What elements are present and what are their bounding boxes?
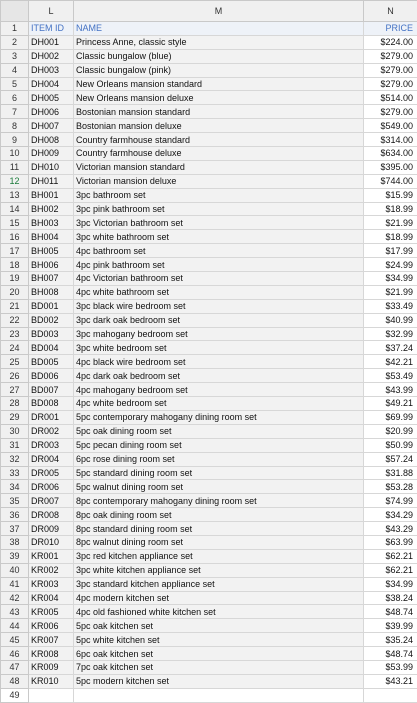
- cell-item-id[interactable]: DH001: [29, 35, 74, 49]
- cell-price[interactable]: $35.24: [364, 633, 417, 647]
- table-row: [1, 688, 417, 702]
- cell-item-id[interactable]: DH010: [29, 160, 74, 174]
- column-header-n[interactable]: N: [364, 1, 417, 22]
- cell-price[interactable]: $38.24: [364, 591, 417, 605]
- cell-name[interactable]: 3pc pink bathroom set: [74, 202, 364, 216]
- table-row: [1, 202, 417, 216]
- cell-name[interactable]: 3pc white bathroom set: [74, 230, 364, 244]
- table-row: [1, 605, 417, 619]
- cell-name[interactable]: 5pc oak kitchen set: [74, 619, 364, 633]
- row-number[interactable]: 36: [1, 508, 29, 522]
- cell-price[interactable]: $48.74: [364, 605, 417, 619]
- row-number[interactable]: 7: [1, 105, 29, 119]
- cell-price[interactable]: $279.00: [364, 77, 417, 91]
- cell-name[interactable]: 7pc oak kitchen set: [74, 660, 364, 674]
- table-row: [1, 591, 417, 605]
- cell-name[interactable]: 4pc old fashioned white kitchen set: [74, 605, 364, 619]
- table-row: [1, 494, 417, 508]
- cell-name[interactable]: 5pc modern kitchen set: [74, 674, 364, 688]
- table-row: [1, 452, 417, 466]
- column-header-row: [1, 1, 417, 22]
- header-cell-price[interactable]: PRICE: [364, 22, 417, 36]
- row-number[interactable]: 37: [1, 522, 29, 536]
- table-row: [1, 549, 417, 563]
- table-row: [1, 424, 417, 438]
- cell-price[interactable]: $21.99: [364, 285, 417, 299]
- table-row: [1, 133, 417, 147]
- table-row: [1, 619, 417, 633]
- cell-item-id[interactable]: BH007: [29, 272, 74, 286]
- table-row: [1, 35, 417, 49]
- row-number[interactable]: 27: [1, 383, 29, 397]
- cell-item-id[interactable]: KR004: [29, 591, 74, 605]
- table-row: [1, 369, 417, 383]
- cell-name[interactable]: 8pc walnut dining room set: [74, 535, 364, 549]
- cell-price[interactable]: $62.21: [364, 563, 417, 577]
- row-number[interactable]: 4: [1, 63, 29, 77]
- table-row: [1, 535, 417, 549]
- cell-name[interactable]: 5pc standard dining room set: [74, 466, 364, 480]
- cell-item-id[interactable]: BD007: [29, 383, 74, 397]
- cell-price[interactable]: $15.99: [364, 188, 417, 202]
- cell-empty-l[interactable]: [29, 688, 74, 702]
- cell-item-id[interactable]: BH004: [29, 230, 74, 244]
- cell-item-id[interactable]: DH002: [29, 49, 74, 63]
- row-number[interactable]: 40: [1, 563, 29, 577]
- table-row: [1, 397, 417, 411]
- cell-name[interactable]: 6pc oak kitchen set: [74, 647, 364, 661]
- table-row: [1, 466, 417, 480]
- cell-price[interactable]: $224.00: [364, 35, 417, 49]
- cell-name[interactable]: 3pc white kitchen appliance set: [74, 563, 364, 577]
- cell-item-id[interactable]: BD002: [29, 313, 74, 327]
- cell-name[interactable]: 4pc black wire bedroom set: [74, 355, 364, 369]
- row-number[interactable]: 16: [1, 230, 29, 244]
- cell-item-id[interactable]: KR005: [29, 605, 74, 619]
- cell-name[interactable]: 8pc standard dining room set: [74, 522, 364, 536]
- table-row: [1, 188, 417, 202]
- table-row: [1, 327, 417, 341]
- row-number[interactable]: 14: [1, 202, 29, 216]
- table-row: [1, 49, 417, 63]
- table-row: [1, 244, 417, 258]
- cell-item-id[interactable]: BH001: [29, 188, 74, 202]
- cell-item-id[interactable]: DR007: [29, 494, 74, 508]
- cell-name[interactable]: 5pc contemporary mahogany dining room set: [74, 410, 364, 424]
- cell-name[interactable]: 4pc modern kitchen set: [74, 591, 364, 605]
- cell-name[interactable]: 3pc dark oak bedroom set: [74, 313, 364, 327]
- cell-item-id[interactable]: KR010: [29, 674, 74, 688]
- cell-item-id[interactable]: KR009: [29, 660, 74, 674]
- row-number[interactable]: 2: [1, 35, 29, 49]
- cell-item-id[interactable]: DR004: [29, 452, 74, 466]
- cell-item-id[interactable]: DR006: [29, 480, 74, 494]
- table-row: [1, 633, 417, 647]
- table-row: [1, 258, 417, 272]
- cell-name[interactable]: 6pc rose dining room set: [74, 452, 364, 466]
- cell-item-id[interactable]: BH005: [29, 244, 74, 258]
- row-number[interactable]: 13: [1, 188, 29, 202]
- cell-name[interactable]: Victorian mansion deluxe: [74, 174, 364, 188]
- cell-item-id[interactable]: BD003: [29, 327, 74, 341]
- cell-price[interactable]: $43.99: [364, 383, 417, 397]
- cell-item-id[interactable]: DH003: [29, 63, 74, 77]
- table-row: [1, 577, 417, 591]
- cell-name[interactable]: 3pc standard kitchen appliance set: [74, 577, 364, 591]
- row-number[interactable]: 23: [1, 327, 29, 341]
- table-row: [1, 285, 417, 299]
- cell-item-id[interactable]: BH008: [29, 285, 74, 299]
- cell-name[interactable]: 4pc mahogany bedroom set: [74, 383, 364, 397]
- row-number[interactable]: 28: [1, 397, 29, 411]
- row-number[interactable]: 17: [1, 244, 29, 258]
- select-all-corner[interactable]: [1, 1, 29, 22]
- cell-item-id[interactable]: DR010: [29, 535, 74, 549]
- cell-name[interactable]: Classic bungalow (blue): [74, 49, 364, 63]
- cell-price[interactable]: $32.99: [364, 327, 417, 341]
- row-number[interactable]: 49: [1, 688, 29, 702]
- table-row: [1, 216, 417, 230]
- row-number[interactable]: 26: [1, 369, 29, 383]
- cell-price[interactable]: $31.88: [364, 466, 417, 480]
- cell-item-id[interactable]: BH006: [29, 258, 74, 272]
- row-number[interactable]: 21: [1, 299, 29, 313]
- cell-name[interactable]: 4pc Victorian bathroom set: [74, 272, 364, 286]
- table-row: [1, 647, 417, 661]
- column-header-l[interactable]: L: [29, 1, 74, 22]
- cell-price[interactable]: $34.99: [364, 272, 417, 286]
- cell-price[interactable]: $395.00: [364, 160, 417, 174]
- cell-item-id[interactable]: DH004: [29, 77, 74, 91]
- cell-item-id[interactable]: DR003: [29, 438, 74, 452]
- cell-name[interactable]: 4pc pink bathroom set: [74, 258, 364, 272]
- cell-price[interactable]: $39.99: [364, 619, 417, 633]
- cell-name[interactable]: 8pc contemporary mahogany dining room set: [74, 494, 364, 508]
- cell-item-id[interactable]: DR009: [29, 522, 74, 536]
- row-number[interactable]: 44: [1, 619, 29, 633]
- table-row: [1, 313, 417, 327]
- row-number[interactable]: 12: [1, 174, 29, 188]
- table-row: [1, 674, 417, 688]
- table-row: [1, 160, 417, 174]
- cell-item-id[interactable]: DR002: [29, 424, 74, 438]
- cell-name[interactable]: 4pc white bedroom set: [74, 397, 364, 411]
- cell-item-id[interactable]: DR001: [29, 410, 74, 424]
- cell-item-id[interactable]: KR007: [29, 633, 74, 647]
- row-number[interactable]: 15: [1, 216, 29, 230]
- cell-name[interactable]: New Orleans mansion standard: [74, 77, 364, 91]
- cell-name[interactable]: Victorian mansion standard: [74, 160, 364, 174]
- table-row: [1, 91, 417, 105]
- cell-name[interactable]: 3pc white bedroom set: [74, 341, 364, 355]
- cell-price[interactable]: $69.99: [364, 410, 417, 424]
- cell-price[interactable]: $62.21: [364, 549, 417, 563]
- cell-item-id[interactable]: BH002: [29, 202, 74, 216]
- cell-item-id[interactable]: KR003: [29, 577, 74, 591]
- cell-name[interactable]: 3pc red kitchen appliance set: [74, 549, 364, 563]
- table-row: [1, 63, 417, 77]
- cell-price[interactable]: $50.99: [364, 438, 417, 452]
- cell-price[interactable]: $34.99: [364, 577, 417, 591]
- row-number[interactable]: 35: [1, 494, 29, 508]
- cell-price[interactable]: $634.00: [364, 147, 417, 161]
- row-number[interactable]: 22: [1, 313, 29, 327]
- cell-item-id[interactable]: DH005: [29, 91, 74, 105]
- table-row: [1, 660, 417, 674]
- cell-price[interactable]: $74.99: [364, 494, 417, 508]
- table-header-row: [1, 22, 417, 36]
- cell-name[interactable]: Country farmhouse standard: [74, 133, 364, 147]
- cell-price[interactable]: $43.29: [364, 522, 417, 536]
- table-row: [1, 299, 417, 313]
- cell-item-id[interactable]: KR008: [29, 647, 74, 661]
- cell-name[interactable]: 5pc oak dining room set: [74, 424, 364, 438]
- table-row: [1, 272, 417, 286]
- cell-price[interactable]: $24.99: [364, 258, 417, 272]
- cell-name[interactable]: 3pc mahogany bedroom set: [74, 327, 364, 341]
- cell-empty-m[interactable]: [74, 688, 364, 702]
- row-number[interactable]: 29: [1, 410, 29, 424]
- cell-price[interactable]: $17.99: [364, 244, 417, 258]
- cell-name[interactable]: Bostonian mansion standard: [74, 105, 364, 119]
- row-number[interactable]: 42: [1, 591, 29, 605]
- cell-name[interactable]: New Orleans mansion deluxe: [74, 91, 364, 105]
- table-row: [1, 480, 417, 494]
- cell-price[interactable]: $37.24: [364, 341, 417, 355]
- cell-name[interactable]: Country farmhouse deluxe: [74, 147, 364, 161]
- table-row: [1, 438, 417, 452]
- cell-price[interactable]: $49.21: [364, 397, 417, 411]
- cell-price[interactable]: $21.99: [364, 216, 417, 230]
- table-row: [1, 119, 417, 133]
- cell-price[interactable]: $63.99: [364, 535, 417, 549]
- cell-price[interactable]: $53.99: [364, 660, 417, 674]
- cell-price[interactable]: $549.00: [364, 119, 417, 133]
- row-number[interactable]: 19: [1, 272, 29, 286]
- table-row: [1, 383, 417, 397]
- row-number[interactable]: 34: [1, 480, 29, 494]
- row-number[interactable]: 41: [1, 577, 29, 591]
- cell-price[interactable]: $40.99: [364, 313, 417, 327]
- cell-name[interactable]: 3pc Victorian bathroom set: [74, 216, 364, 230]
- cell-price[interactable]: $20.99: [364, 424, 417, 438]
- row-number[interactable]: 43: [1, 605, 29, 619]
- cell-item-id[interactable]: KR006: [29, 619, 74, 633]
- cell-item-id[interactable]: DR008: [29, 508, 74, 522]
- cell-item-id[interactable]: KR001: [29, 549, 74, 563]
- cell-item-id[interactable]: BD008: [29, 397, 74, 411]
- header-cell-name[interactable]: NAME: [74, 22, 364, 36]
- cell-name[interactable]: 3pc bathroom set: [74, 188, 364, 202]
- cell-name[interactable]: 5pc white kitchen set: [74, 633, 364, 647]
- row-number[interactable]: 25: [1, 355, 29, 369]
- row-number[interactable]: 24: [1, 341, 29, 355]
- row-number[interactable]: 30: [1, 424, 29, 438]
- cell-name[interactable]: 4pc bathroom set: [74, 244, 364, 258]
- cell-price[interactable]: $33.49: [364, 299, 417, 313]
- table-row: [1, 147, 417, 161]
- row-number[interactable]: 11: [1, 160, 29, 174]
- cell-price[interactable]: $279.00: [364, 63, 417, 77]
- header-cell-item-id[interactable]: ITEM ID: [29, 22, 74, 36]
- row-number[interactable]: 39: [1, 549, 29, 563]
- cell-item-id[interactable]: BD006: [29, 369, 74, 383]
- cell-item-id[interactable]: KR002: [29, 563, 74, 577]
- row-number[interactable]: 47: [1, 660, 29, 674]
- cell-price[interactable]: $314.00: [364, 133, 417, 147]
- row-number[interactable]: 38: [1, 535, 29, 549]
- row-number[interactable]: 31: [1, 438, 29, 452]
- cell-price[interactable]: $279.00: [364, 105, 417, 119]
- table-row: [1, 508, 417, 522]
- cell-price[interactable]: $34.29: [364, 508, 417, 522]
- cell-item-id[interactable]: DH007: [29, 119, 74, 133]
- cell-item-id[interactable]: DH009: [29, 147, 74, 161]
- row-number[interactable]: 10: [1, 147, 29, 161]
- row-number[interactable]: 3: [1, 49, 29, 63]
- cell-price[interactable]: $57.24: [364, 452, 417, 466]
- cell-price[interactable]: $279.00: [364, 49, 417, 63]
- table-row: [1, 355, 417, 369]
- table-row: [1, 341, 417, 355]
- cell-name[interactable]: 5pc pecan dining room set: [74, 438, 364, 452]
- table-row: [1, 230, 417, 244]
- cell-name[interactable]: 8pc oak dining room set: [74, 508, 364, 522]
- cell-item-id[interactable]: DR005: [29, 466, 74, 480]
- cell-price[interactable]: $42.21: [364, 355, 417, 369]
- row-number[interactable]: 6: [1, 91, 29, 105]
- cell-price[interactable]: $53.28: [364, 480, 417, 494]
- cell-price[interactable]: $53.49: [364, 369, 417, 383]
- cell-name[interactable]: 3pc black wire bedroom set: [74, 299, 364, 313]
- row-number[interactable]: 5: [1, 77, 29, 91]
- row-number[interactable]: 8: [1, 119, 29, 133]
- cell-name[interactable]: 4pc dark oak bedroom set: [74, 369, 364, 383]
- cell-name[interactable]: 5pc walnut dining room set: [74, 480, 364, 494]
- cell-item-id[interactable]: BD005: [29, 355, 74, 369]
- cell-price[interactable]: $48.74: [364, 647, 417, 661]
- row-number[interactable]: 20: [1, 285, 29, 299]
- row-number[interactable]: 33: [1, 466, 29, 480]
- cell-name[interactable]: Bostonian mansion deluxe: [74, 119, 364, 133]
- cell-item-id[interactable]: BD004: [29, 341, 74, 355]
- cell-item-id[interactable]: DH008: [29, 133, 74, 147]
- table-row: [1, 410, 417, 424]
- table-row: [1, 563, 417, 577]
- cell-price[interactable]: $744.00: [364, 174, 417, 188]
- cell-price[interactable]: $43.21: [364, 674, 417, 688]
- cell-item-id[interactable]: DH011: [29, 174, 74, 188]
- cell-name[interactable]: Princess Anne, classic style: [74, 35, 364, 49]
- row-number[interactable]: 1: [1, 22, 29, 36]
- row-number[interactable]: 32: [1, 452, 29, 466]
- table-row: [1, 105, 417, 119]
- cell-price[interactable]: $514.00: [364, 91, 417, 105]
- table-row: [1, 174, 417, 188]
- column-header-m[interactable]: M: [74, 1, 364, 22]
- table-row: [1, 522, 417, 536]
- row-number[interactable]: 45: [1, 633, 29, 647]
- cell-name[interactable]: Classic bungalow (pink): [74, 63, 364, 77]
- row-number[interactable]: 48: [1, 674, 29, 688]
- cell-price[interactable]: $18.99: [364, 202, 417, 216]
- row-number[interactable]: 18: [1, 258, 29, 272]
- row-number[interactable]: 46: [1, 647, 29, 661]
- cell-price[interactable]: $18.99: [364, 230, 417, 244]
- row-number[interactable]: 9: [1, 133, 29, 147]
- cell-name[interactable]: 4pc white bathroom set: [74, 285, 364, 299]
- cell-item-id[interactable]: BH003: [29, 216, 74, 230]
- cell-item-id[interactable]: DH006: [29, 105, 74, 119]
- table-row: [1, 77, 417, 91]
- cell-empty-n[interactable]: [364, 688, 417, 702]
- cell-item-id[interactable]: BD001: [29, 299, 74, 313]
